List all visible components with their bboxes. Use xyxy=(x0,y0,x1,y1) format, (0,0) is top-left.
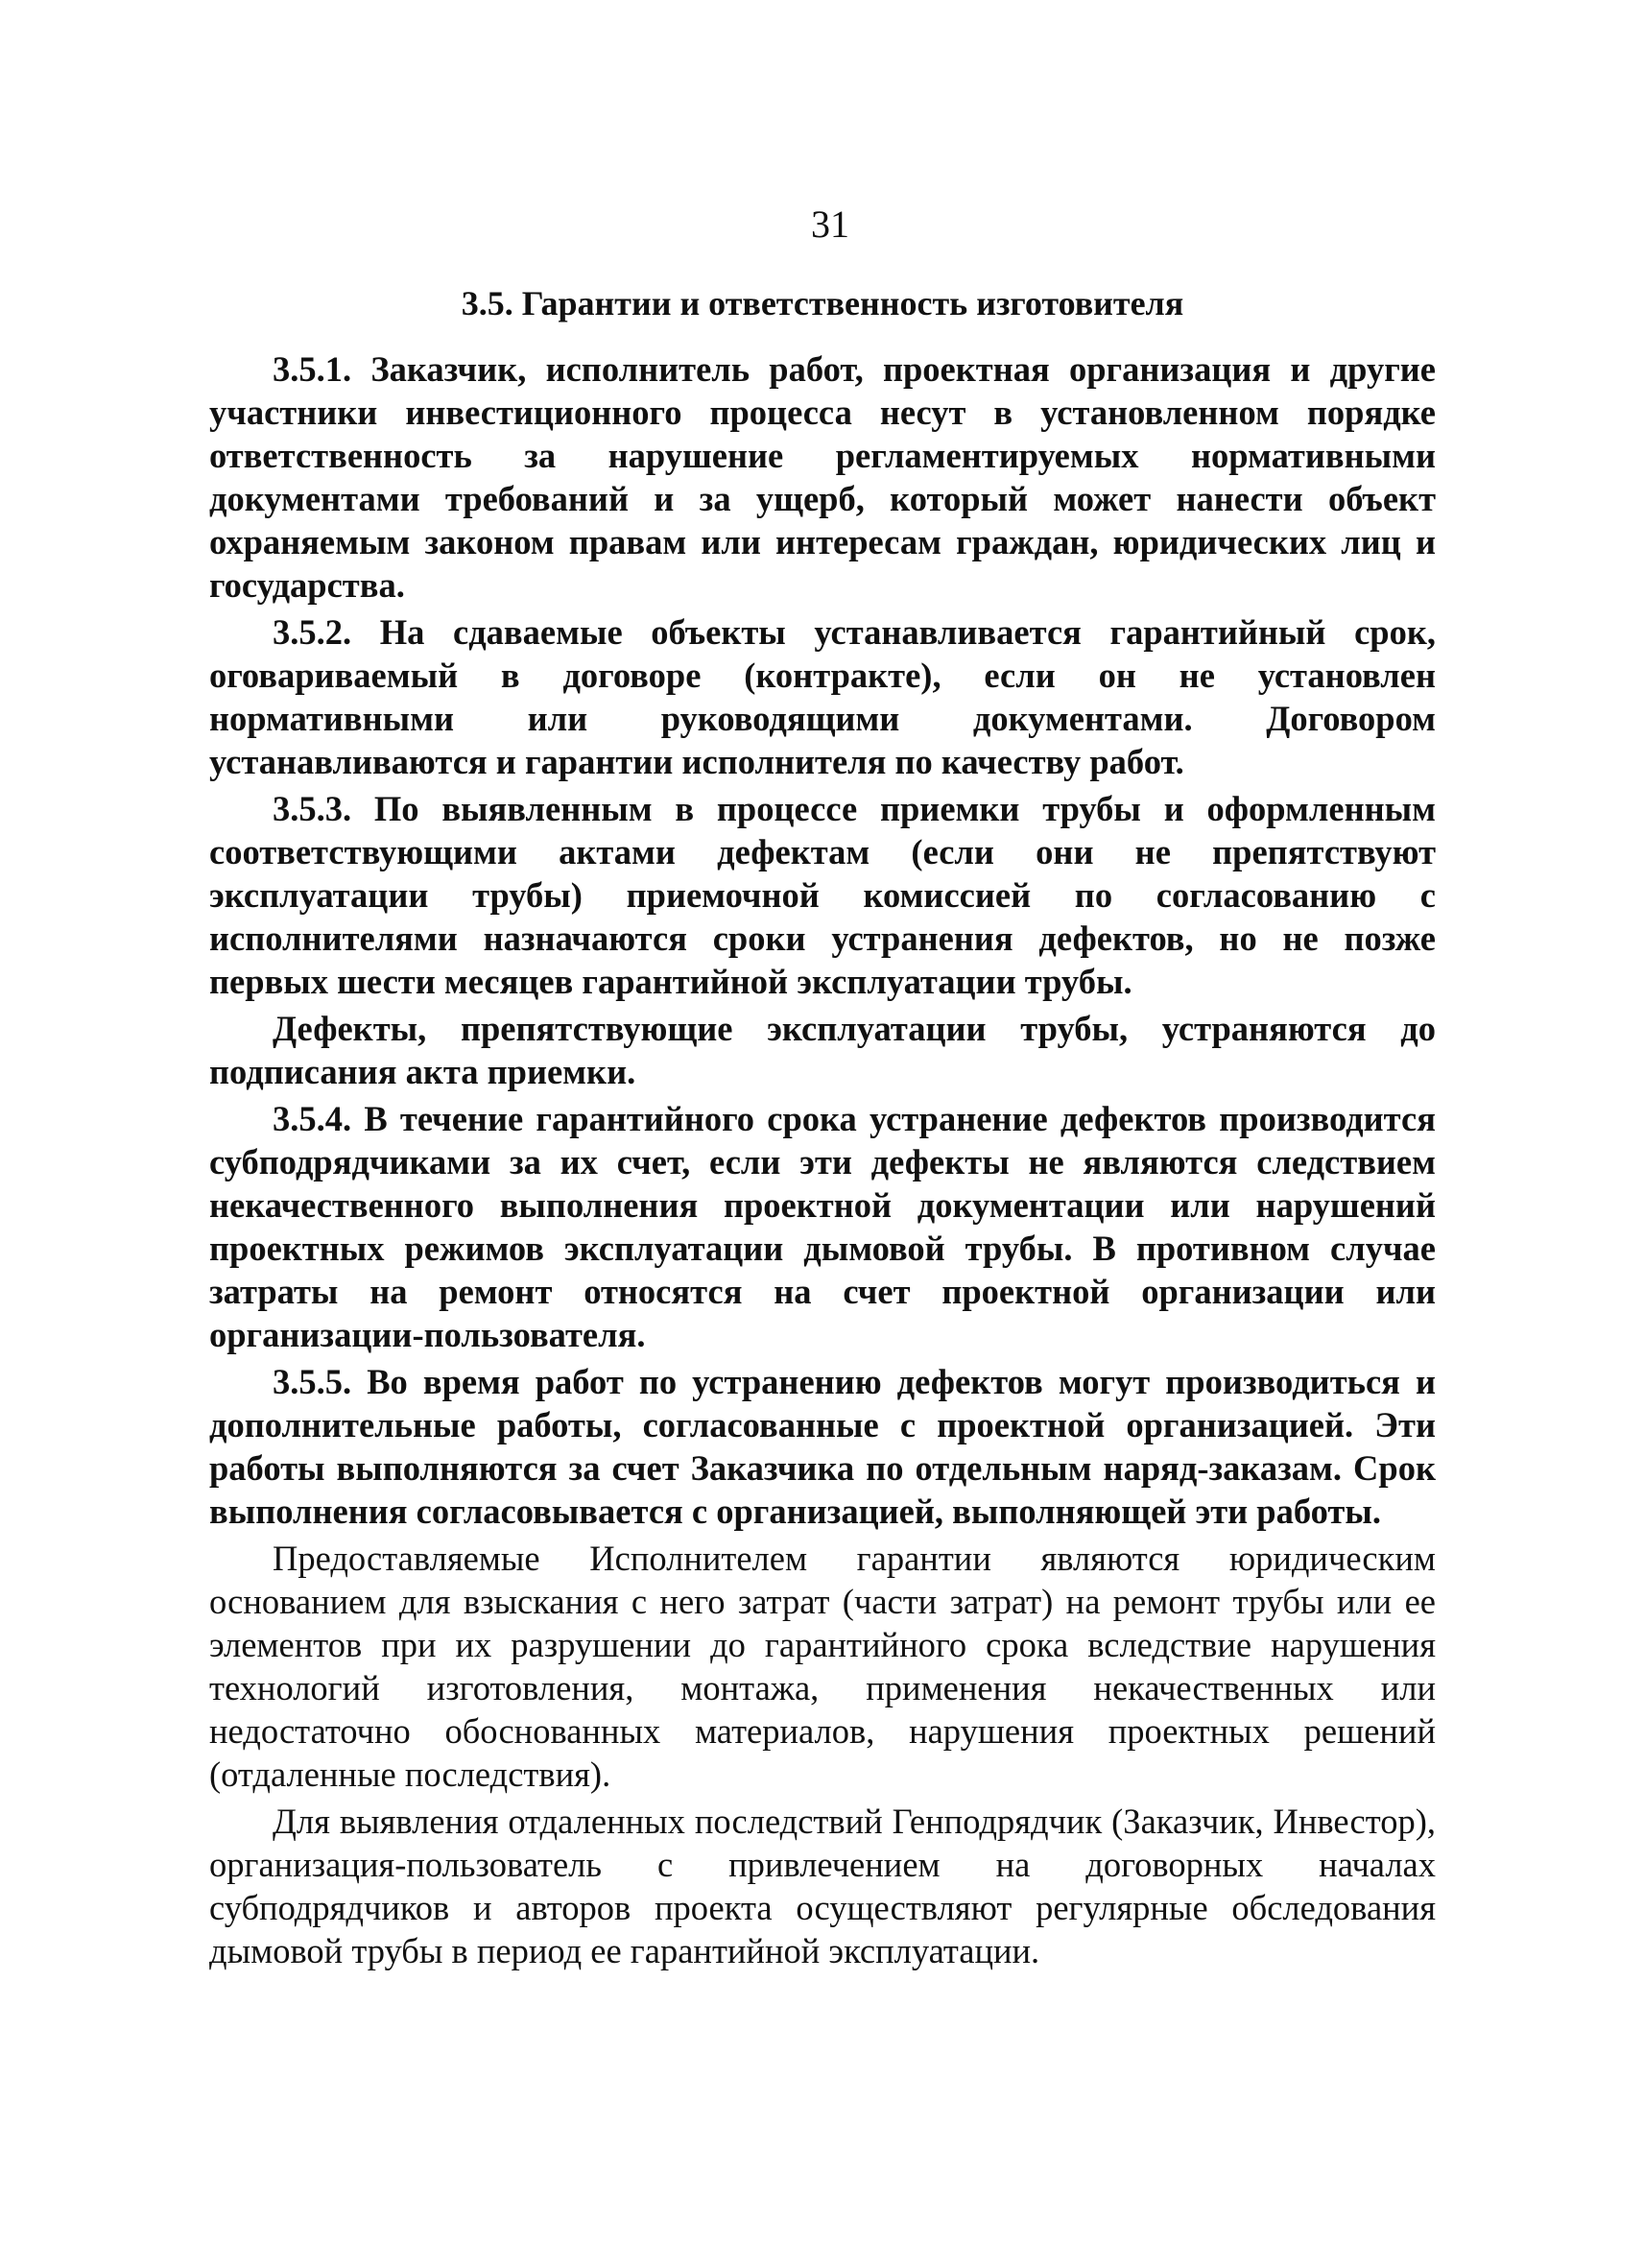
paragraph-3-5-5: 3.5.5. Во время работ по устранению дефектов могут производиться и дополнительные работы, согласованные с проектной организацией. Эти работы выполняются за счет Заказчика по отдельным наряд-заказам. Срок выполнения согласовывается с организацией, выполняющей эти работы. xyxy=(209,1362,1436,1531)
document-page xyxy=(209,202,1436,1976)
paragraph-guarantees: Предоставляемые Исполнителем гарантии являются юридическим основанием для взыскания с него затрат (части затрат) на ремонт трубы или ее элементов при их разрушении до гарантийного срока вследствие нарушения технологий изготовления, монтажа, применения некачественных или недостаточно обоснованных материалов, нарушения проектных решений (отдаленные последствия). xyxy=(209,1539,1436,1794)
section-title: 3.5. Гарантии и ответственность изготовителя xyxy=(461,284,1184,322)
paragraph-3-5-1: 3.5.1. Заказчик, исполнитель работ, проектная организация и другие участники инвестиционного процесса несут в установленном порядке ответственность за нарушение регламентируемых нормативными документами требований и за ущерб, который может нанести объект охраняемым законом правам или интересам граждан, юридических лиц и государства. xyxy=(209,349,1436,605)
paragraph-remote-consequences: Для выявления отдаленных последствий Генподрядчик (Заказчик, Инвестор), организация-пользователь с привлечением на договорных началах субподрядчиков и авторов проекта осуществляют регулярные обследования дымовой трубы в период ее гарантийной эксплуатации. xyxy=(209,1802,1436,1970)
paragraph-3-5-2: 3.5.2. На сдаваемые объекты устанавливается гарантийный срок, оговариваемый в договоре (контракте), если он не установлен нормативными или руководящими документами. Договором устанавливаются и гарантии исполнителя по качеству работ. xyxy=(209,612,1436,781)
page-number: 31 xyxy=(811,203,849,246)
paragraph-3-5-4: 3.5.4. В течение гарантийного срока устранение дефектов производится субподрядчиками за их счет, если эти дефекты не являются следствием некачественного выполнения проектной документации или нарушений проектных режимов эксплуатации дымовой трубы. В противном случае затраты на ремонт относятся на счет проектной организации или организации-пользователя. xyxy=(209,1099,1436,1354)
paragraph-3-5-3: 3.5.3. По выявленным в процессе приемки трубы и оформленным соответствующими актами дефектам (если они не препятствуют эксплуатации трубы) приемочной комиссией по согласованию с исполнителями назначаются сроки устранения дефектов, но не позже первых шести месяцев гарантийной эксплуатации трубы. xyxy=(209,789,1436,1001)
paragraph-defects: Дефекты, препятствующие эксплуатации трубы, устраняются до подписания акта приемки. xyxy=(209,1009,1436,1091)
